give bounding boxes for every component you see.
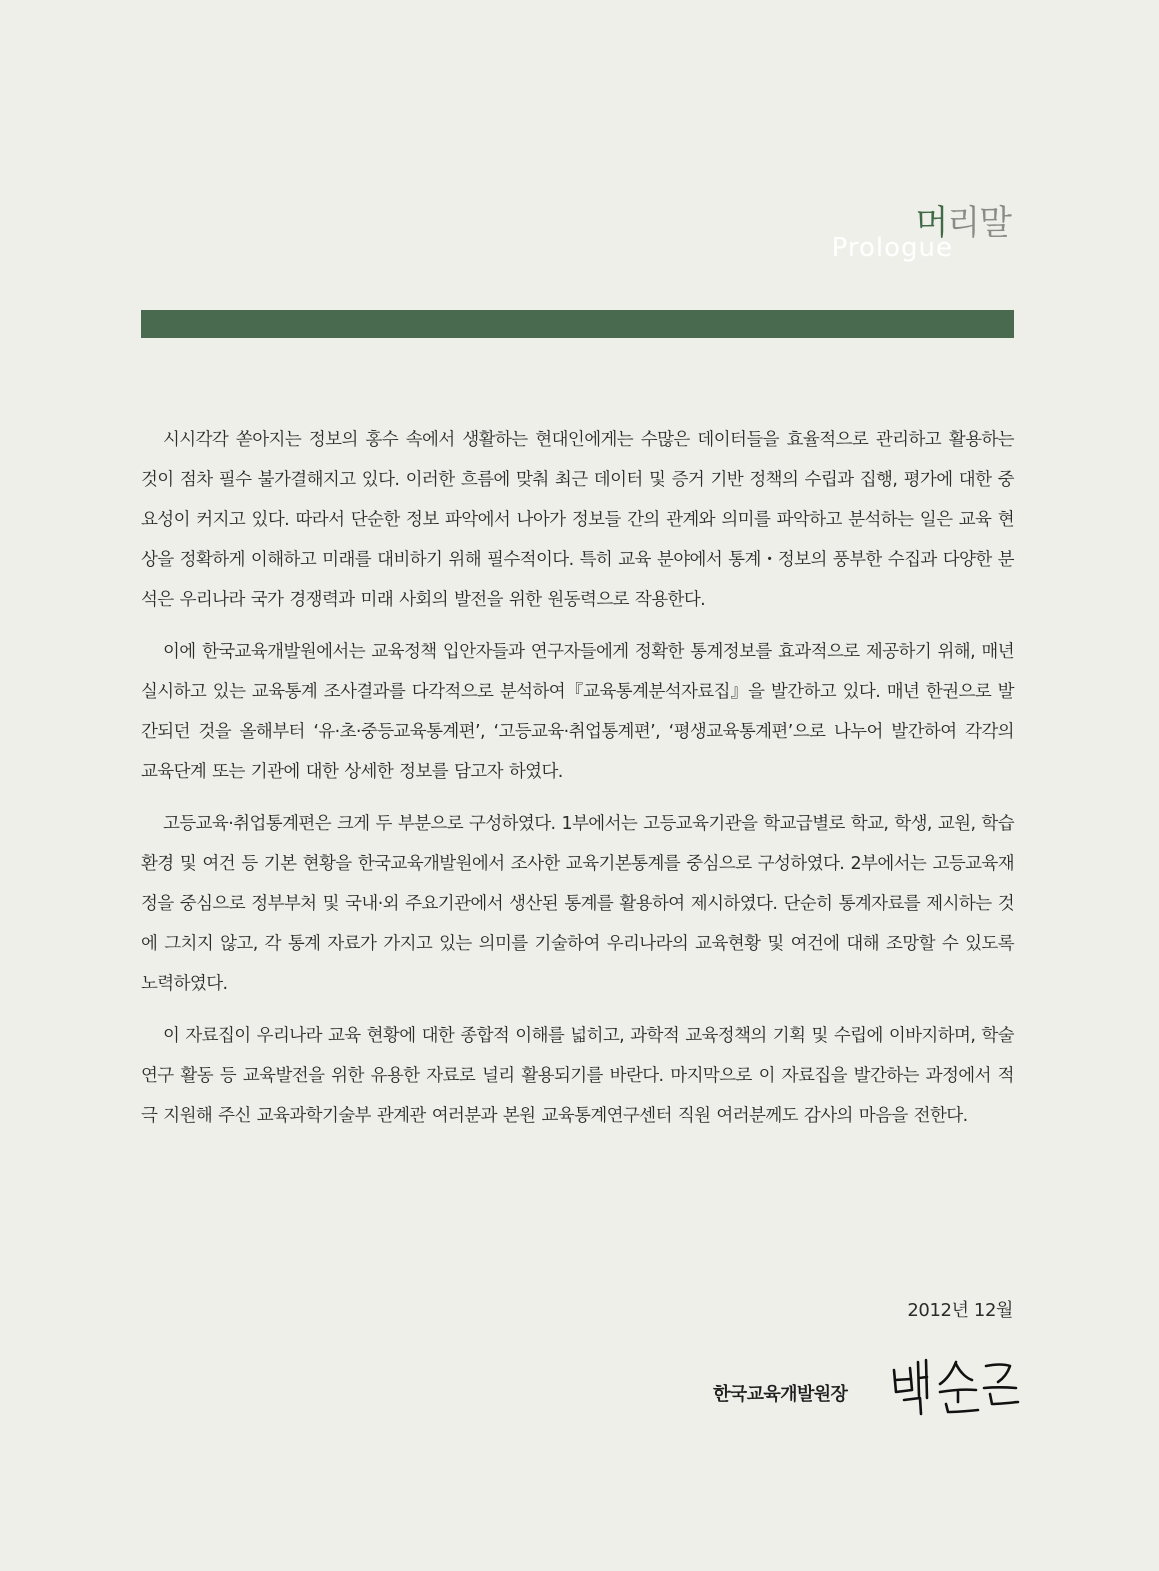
paragraph-1: 시시각각 쏟아지는 정보의 홍수 속에서 생활하는 현대인에게는 수많은 데이터들을 효율적으로 관리하고 활용하는 것이 점차 필수 불가결해지고 있다. 이러한 흐름에 맞춰 최근 데이터 및 증거 기반 정책의 수립과 집행, 평가에 대한 중요성이 커지고 있다. 따라서 단순한 정보 파악에서 나아가 정보들 간의 관계와 의미를 파악하고 분석하는 일은 교육 현상을 정확하게 이해하고 미래를 대비하기 위해 필수적이다. 특히 교육 분야에서 통계・정보의 풍부한 수집과 다양한 분석은 우리나라 국가 경쟁력과 미래 사회의 발전을 위한 원동력으로 작용한다. (141, 430, 1014, 610)
date-line: 2012년 12월 (907, 1300, 1013, 1321)
paragraph-2: 이에 한국교육개발원에서는 교육정책 입안자들과 연구자들에게 정확한 통계정보를 효과적으로 제공하기 위해, 매년 실시하고 있는 교육통계 조사결과를 다각적으로 분석하여『교육통계분석자료집』을 발간하고 있다. 매년 한권으로 발간되던 것을 올해부터 ‘유·초·중등교육통계편’, ‘고등교육·취업통계편’, ‘평생교육통계편’으로 나누어 발간하여 각각의 교육단계 또는 기관에 대한 상세한 정보를 담고자 하였다. (141, 642, 1014, 782)
title-rest: 리말 (947, 203, 1011, 243)
title-first-char: 머 (915, 203, 948, 243)
page-title (791, 203, 1011, 276)
title-english: Prologue (831, 233, 953, 263)
header-divider-bar (141, 310, 1014, 338)
paragraph-4: 이 자료집이 우리나라 교육 현황에 대한 종합적 이해를 넓히고, 과학적 교육정책의 기획 및 수립에 이바지하며, 학술연구 활동 등 교육발전을 위한 유용한 자료로 널리 활용되기를 바란다. 마지막으로 이 자료집을 발간하는 과정에서 적극 지원해 주신 교육과학기술부 관계관 여러분과 본원 교육통계연구센터 직원 여러분께도 감사의 마음을 전한다. (141, 1026, 1014, 1126)
paragraph-3: 고등교육·취업통계편은 크게 두 부분으로 구성하였다. 1부에서는 고등교육기관을 학교급별로 학교, 학생, 교원, 학습환경 및 여건 등 기본 현황을 한국교육개발원에서 조사한 교육기본통계를 중심으로 구성하였다. 2부에서는 고등교육재정을 중심으로 정부부처 및 국내·외 주요기관에서 생산된 통계를 활용하여 제시하였다. 단순히 통계자료를 제시하는 것에 그치지 않고, 각 통계 자료가 가지고 있는 의미를 기술하여 우리나라의 교육현황 및 여건에 대해 조망할 수 있도록 노력하였다. (141, 814, 1014, 994)
prologue-body (141, 420, 1014, 1148)
handwritten-signature (886, 1352, 1021, 1418)
signer-title: 한국교육개발원장 (713, 1384, 848, 1405)
